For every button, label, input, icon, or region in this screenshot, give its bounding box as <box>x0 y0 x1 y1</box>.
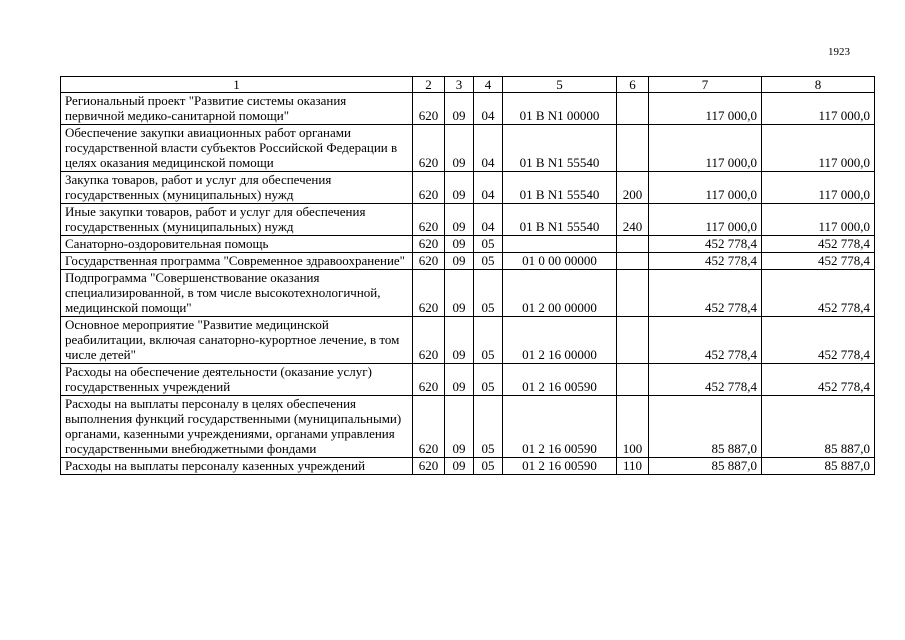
amount-year1-cell: 85 887,0 <box>649 396 762 458</box>
amount-year2-cell: 85 887,0 <box>762 458 875 475</box>
ministry-code-cell: 620 <box>413 93 445 125</box>
section-cell: 09 <box>445 93 474 125</box>
table-row <box>61 125 875 172</box>
ministry-code-cell: 620 <box>413 236 445 253</box>
subsection-cell: 04 <box>474 172 503 204</box>
subsection-cell: 04 <box>474 204 503 236</box>
expense-type-cell <box>617 317 649 364</box>
amount-year2-cell: 117 000,0 <box>762 204 875 236</box>
header-cell: 6 <box>617 77 649 93</box>
amount-year2-cell: 452 778,4 <box>762 317 875 364</box>
table-row <box>61 270 875 317</box>
amount-year2-cell: 452 778,4 <box>762 236 875 253</box>
table-row <box>61 253 875 270</box>
amount-year2-cell: 452 778,4 <box>762 270 875 317</box>
section-cell: 09 <box>445 270 474 317</box>
subsection-cell: 05 <box>474 270 503 317</box>
ministry-code-cell: 620 <box>413 458 445 475</box>
row-name-cell: Расходы на выплаты персоналу в целях обеспечения выполнения функций государственными (муниципальными) органами, казенными учреждениями, органами управления государственными внебюджетными фондами <box>61 396 413 458</box>
amount-year2-cell: 117 000,0 <box>762 93 875 125</box>
amount-year1-cell: 452 778,4 <box>649 270 762 317</box>
row-name-cell: Обеспечение закупки авиационных работ органами государственной власти субъектов Российской Федерации в целях оказания медицинской помощи <box>61 125 413 172</box>
header-cell: 2 <box>413 77 445 93</box>
section-cell: 09 <box>445 172 474 204</box>
target-article-cell: 01 2 16 00590 <box>503 458 617 475</box>
target-article-cell: 01 2 16 00590 <box>503 364 617 396</box>
header-row <box>61 77 875 93</box>
table-row <box>61 458 875 475</box>
row-name-cell: Региональный проект "Развитие системы оказания первичной медико-санитарной помощи" <box>61 93 413 125</box>
expense-type-cell <box>617 364 649 396</box>
table-row <box>61 236 875 253</box>
target-article-cell <box>503 236 617 253</box>
amount-year1-cell: 452 778,4 <box>649 253 762 270</box>
expense-type-cell: 200 <box>617 172 649 204</box>
row-name-cell: Государственная программа "Современное здравоохранение" <box>61 253 413 270</box>
expense-type-cell <box>617 253 649 270</box>
expense-type-cell <box>617 236 649 253</box>
expense-type-cell <box>617 125 649 172</box>
subsection-cell: 05 <box>474 253 503 270</box>
table-body <box>61 93 875 475</box>
subsection-cell: 05 <box>474 364 503 396</box>
amount-year1-cell: 117 000,0 <box>649 172 762 204</box>
row-name-cell: Санаторно-оздоровительная помощь <box>61 236 413 253</box>
ministry-code-cell: 620 <box>413 125 445 172</box>
section-cell: 09 <box>445 204 474 236</box>
header-cell: 7 <box>649 77 762 93</box>
budget-table <box>60 76 875 475</box>
subsection-cell: 05 <box>474 317 503 364</box>
expense-type-cell: 100 <box>617 396 649 458</box>
header-cell: 4 <box>474 77 503 93</box>
amount-year1-cell: 85 887,0 <box>649 458 762 475</box>
ministry-code-cell: 620 <box>413 270 445 317</box>
table-row <box>61 93 875 125</box>
amount-year2-cell: 117 000,0 <box>762 172 875 204</box>
subsection-cell: 05 <box>474 396 503 458</box>
header-cell: 1 <box>61 77 413 93</box>
amount-year1-cell: 452 778,4 <box>649 317 762 364</box>
section-cell: 09 <box>445 253 474 270</box>
table-row <box>61 172 875 204</box>
row-name-cell: Подпрограмма "Совершенствование оказания специализированной, в том числе высокотехнологичной, медицинской помощи" <box>61 270 413 317</box>
target-article-cell: 01 В N1 55540 <box>503 125 617 172</box>
ministry-code-cell: 620 <box>413 172 445 204</box>
table-row <box>61 317 875 364</box>
section-cell: 09 <box>445 458 474 475</box>
target-article-cell: 01 2 16 00590 <box>503 396 617 458</box>
amount-year1-cell: 117 000,0 <box>649 125 762 172</box>
ministry-code-cell: 620 <box>413 364 445 396</box>
target-article-cell: 01 В N1 55540 <box>503 204 617 236</box>
table-row <box>61 396 875 458</box>
amount-year2-cell: 452 778,4 <box>762 364 875 396</box>
table-row <box>61 364 875 396</box>
row-name-cell: Основное мероприятие "Развитие медицинской реабилитации, включая санаторно-курортное лечение, в том числе детей" <box>61 317 413 364</box>
target-article-cell: 01 0 00 00000 <box>503 253 617 270</box>
row-name-cell: Расходы на обеспечение деятельности (оказание услуг) государственных учреждений <box>61 364 413 396</box>
ministry-code-cell: 620 <box>413 204 445 236</box>
amount-year1-cell: 117 000,0 <box>649 204 762 236</box>
amount-year1-cell: 117 000,0 <box>649 93 762 125</box>
header-cell: 8 <box>762 77 875 93</box>
target-article-cell: 01 2 16 00000 <box>503 317 617 364</box>
row-name-cell: Иные закупки товаров, работ и услуг для обеспечения государственных (муниципальных) нужд <box>61 204 413 236</box>
row-name-cell: Расходы на выплаты персоналу казенных учреждений <box>61 458 413 475</box>
header-cell: 3 <box>445 77 474 93</box>
subsection-cell: 04 <box>474 93 503 125</box>
expense-type-cell <box>617 93 649 125</box>
target-article-cell: 01 В N1 00000 <box>503 93 617 125</box>
subsection-cell: 04 <box>474 125 503 172</box>
target-article-cell: 01 2 00 00000 <box>503 270 617 317</box>
section-cell: 09 <box>445 125 474 172</box>
amount-year1-cell: 452 778,4 <box>649 364 762 396</box>
table-row <box>61 204 875 236</box>
subsection-cell: 05 <box>474 458 503 475</box>
header-cell: 5 <box>503 77 617 93</box>
section-cell: 09 <box>445 364 474 396</box>
ministry-code-cell: 620 <box>413 396 445 458</box>
amount-year1-cell: 452 778,4 <box>649 236 762 253</box>
ministry-code-cell: 620 <box>413 317 445 364</box>
amount-year2-cell: 117 000,0 <box>762 125 875 172</box>
expense-type-cell: 240 <box>617 204 649 236</box>
target-article-cell: 01 В N1 55540 <box>503 172 617 204</box>
expense-type-cell: 110 <box>617 458 649 475</box>
page-number: 1923 <box>828 46 850 58</box>
section-cell: 09 <box>445 236 474 253</box>
expense-type-cell <box>617 270 649 317</box>
section-cell: 09 <box>445 317 474 364</box>
amount-year2-cell: 85 887,0 <box>762 396 875 458</box>
ministry-code-cell: 620 <box>413 253 445 270</box>
section-cell: 09 <box>445 396 474 458</box>
amount-year2-cell: 452 778,4 <box>762 253 875 270</box>
subsection-cell: 05 <box>474 236 503 253</box>
row-name-cell: Закупка товаров, работ и услуг для обеспечения государственных (муниципальных) нужд <box>61 172 413 204</box>
